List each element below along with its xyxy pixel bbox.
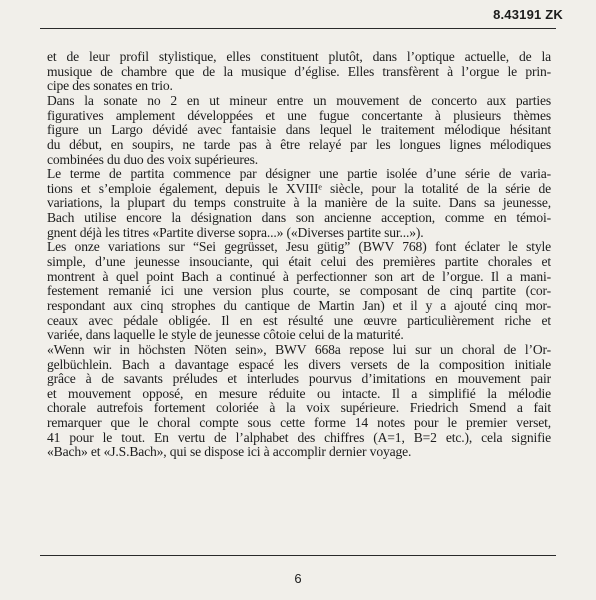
body-text xyxy=(47,50,551,460)
text-line: 41 pour le tout. En vertu de l’alphabet des chiffres (A=1, B=2 etc.), cela signifie xyxy=(47,430,551,445)
text-line: musique de chambre que de la musique d’église. Elles transfèrent à l’orgue le prin- xyxy=(47,64,551,79)
text-line: figuratives amplement développées et une fugue concertante à plusieurs thèmes xyxy=(47,108,551,123)
page-number: 6 xyxy=(294,571,302,586)
text-line: Les onze variations sur “Sei gegrüsset, Jesu gütig” (BWV 768) font éclater le style xyxy=(47,240,551,255)
text-line: ceaux avec pédale obligée. Il en est résulté une œuvre particulièrement riche et xyxy=(47,313,551,328)
text-line: Le terme de partita commence par désigner une partie isolée d’une série de varia- xyxy=(47,167,551,182)
text-line: et mouvement opposé, en mesure réduite ou intacte. Il a simplifié la mélodie xyxy=(47,386,551,401)
text-line: festement remanié ici une version plus courte, se composant de cinq partite (cor- xyxy=(47,284,551,299)
text-line: variations, la plupart du temps construite à la manière de la suite. Dans sa jeunesse, xyxy=(47,196,551,211)
text-line: gelbüchlein. Bach a davantage espacé les divers versets de la composition initiale xyxy=(47,357,551,372)
text-line: combinées du duo des voix supérieures. xyxy=(47,151,258,167)
catalog-number: 8.43191 ZK xyxy=(493,7,563,22)
text-line: «Wenn wir in höchsten Nöten sein», BWV 668a repose lui sur un choral de l’Or- xyxy=(47,342,551,357)
text-line: Bach utilise encore la désignation dans son ancienne acception, comme en témoi- xyxy=(47,211,551,226)
header-rule xyxy=(40,28,556,29)
text-line: et de leur profil stylistique, elles constituent plutôt, dans l’optique actuelle, de la xyxy=(47,50,551,64)
footer-rule xyxy=(40,555,556,556)
text-line: figure un Largo dévidé avec fantaisie dans lequel le traitement mélodique hésitant xyxy=(47,123,551,138)
text-line: respondant aux cinq strophes du cantique de Martin Jan) et il y a ajouté cinq mor- xyxy=(47,298,551,313)
text-line: «Bach» et «J.S.Bach», qui se dispose ici à accomplir dernier voyage. xyxy=(47,444,412,460)
text-line: gnent déjà les titres «Partite diverse sopra...» («Diverses partite sur...»). xyxy=(47,224,424,240)
text-line: Dans la sonate no 2 en ut mineur entre un mouvement de concerto aux parties xyxy=(47,93,551,108)
text-line: remarquer que le choral compte sous cette forme 14 notes pour le premier verset, xyxy=(47,416,551,431)
text-line: du début, en soupirs, ne tarde pas à être relayé par les longues lignes mélodiques xyxy=(47,137,551,152)
text-line: tions et s’emploie également, depuis le XVIIIᵉ siècle, pour la totalité de la série de xyxy=(47,181,551,196)
text-line: simple, d’une jeunesse insouciante, qui était celui des premières partite chorales et xyxy=(47,255,551,270)
text-line: cipe des sonates en trio. xyxy=(47,78,173,94)
text-line: variée, dans laquelle le style de jeunesse côtoie celui de la maturité. xyxy=(47,327,404,343)
text-line: chorale autrefois fortement coloriée à la voix supérieure. Friedrich Smend a fait xyxy=(47,401,551,416)
text-line: montrent à quel point Bach a continué à perfectionner son art de l’orgue. Il a mani- xyxy=(47,269,551,284)
text-line: grâce à de savants préludes et interludes pourvus d’imitations en mouvement pair xyxy=(47,372,551,387)
